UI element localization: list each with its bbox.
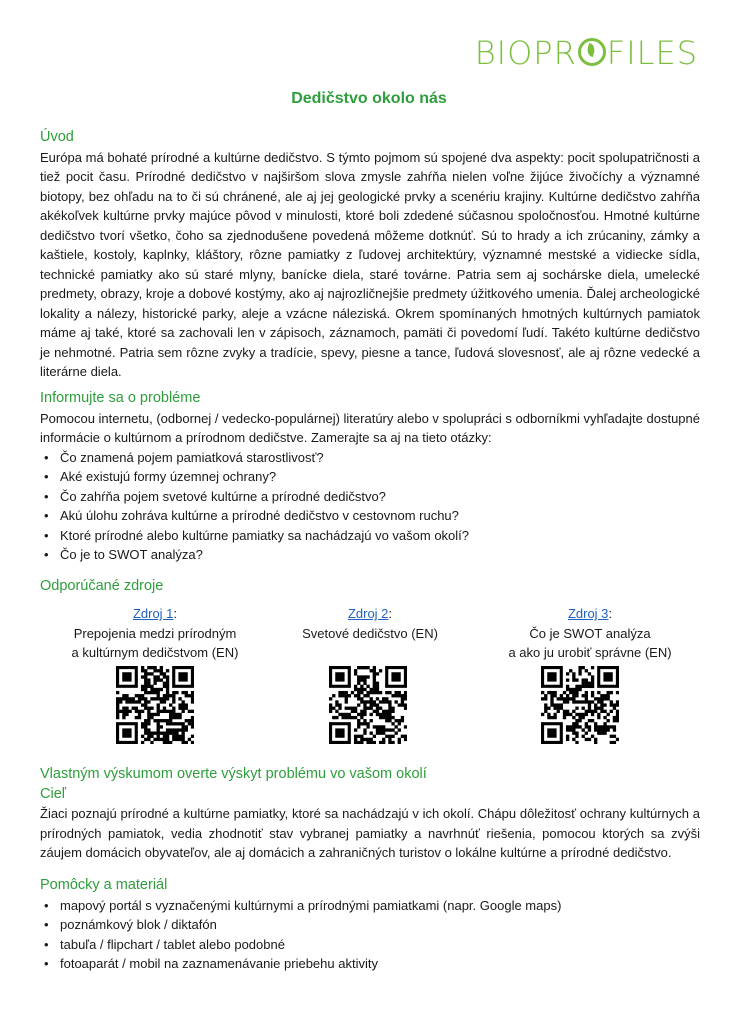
- page-title: Dedičstvo okolo nás: [291, 90, 447, 107]
- tools-list: [40, 896, 700, 974]
- colon: :: [608, 606, 613, 621]
- inform-text: Pomocou internetu, (odbornej / vedecko-populárnej) literatúry alebo v spolupráci s odborníkmi vyhľadajte dostupné informácie o kultúrnom a prírodnom dedičstve. Zamerajte sa aj na tieto otázky:: [40, 410, 700, 445]
- source-3-line2: a ako ju urobiť správne (EN): [508, 645, 672, 660]
- source-2-link[interactable]: Zdroj 2: [347, 606, 389, 621]
- tools-heading: Pomôcky a materiál: [40, 877, 168, 893]
- goal-heading: Cieľ: [40, 785, 66, 802]
- inform-questions: [40, 448, 700, 565]
- goal-text: Žiaci poznajú prírodné a kultúrne pamiatky, ktoré sa nachádzajú v ich okolí. Chápu dôležitosť ochrany kultúrnych a prírodných pamiatok, vedia zhodnotiť stav vybranej pamiatky a navrhnúť riešenia, pomocou ktorých sa zvýši záujem domácich obyvateľov, ale aj domácich a zahraničných turistov o lokálne kultúrne a prírodné dedičstvo.: [40, 806, 700, 860]
- list-item: • Čo zahŕňa pojem svetové kultúrne a prírodné dedičstvo?: [60, 487, 700, 507]
- inform-section: [40, 389, 700, 565]
- list-item: • Čo znamená pojem pamiatková starostlivosť?: [60, 448, 700, 468]
- list-item: • poznámkový blok / diktafón: [60, 915, 700, 935]
- source-1-line1: Prepojenia medzi prírodným: [73, 625, 237, 641]
- qr-code-source-2[interactable]: [329, 666, 407, 744]
- sources-heading: Odporúčané zdroje: [40, 578, 164, 594]
- logo-text-start: BIOPR: [474, 34, 577, 72]
- intro-text: Európa má bohaté prírodné a kultúrne dedičstvo. S týmto pojmom sú spojené dva aspekty: pocit spolupatričnosti a tiež pocit času. Prírodné dedičstvo v najširšom slova zmysle zahŕňa nielen voľne žijúce živočíchy a významné biotopy, bez ohľadu na to či sú chránené, ale aj jej geologické prvky a scenériu krajiny. Kultúrne dedičstvo zahŕňa akékoľvek kultúrne prvky majúce pôvod v minulosti, ktoré boli zdedené súčasnou spoločnosťou. Hmotné kultúrne dedičstvo tvorí všetko, čoho sa zjednodušene povedená môžeme dotknúť. Sú to hrady a ich zrúcaniny, zámky a kaštiele, kostoly, kaplnky, kláštory, rôzne pamiatky z ľudovej architektúry, významné mestské a vidiecke sídla, technické pamiatky ako sú staré mlyny, banícke diela, staré továrne. Patria sem aj sochárske diela, umelecké predmety, obrazy, kroje a dobové kostýmy, ako aj najrozličnejšie predmety úžitkového umenia. Ďalej archeologické lokality a nálezy, historické parky, aleje a vzácne náleziská. Okrem spomínaných hmotných kultúrnych pamiatok máme aj také, ktoré sa zachovali len v zápisoch, záznamoch, pamäti či povedomí ľudí. Takéto kultúrne dedičstvo je nehmotné. Patria sem rôzne zvyky a tradície, spevy, piesne a tance, ľudová slovesnosť, ale aj rôzne vedecké a literárne diela.: [40, 149, 700, 379]
- list-item: • Čo je to SWOT analýza?: [60, 545, 700, 565]
- source-3: [480, 604, 700, 663]
- source-1-link[interactable]: Zdroj 1: [132, 606, 174, 621]
- qr-code-source-3[interactable]: [541, 666, 619, 744]
- list-item: • tabuľa / flipchart / tablet alebo podobné: [60, 935, 700, 955]
- qr-code-source-1[interactable]: [116, 666, 194, 744]
- research-heading: Vlastným výskumom overte výskyt problému vo vašom okolí: [40, 766, 427, 782]
- colon: :: [388, 606, 393, 621]
- intro-section: [40, 128, 700, 382]
- source-2: [275, 604, 465, 643]
- bioprofiles-logo: [475, 34, 698, 72]
- source-1: [50, 604, 260, 663]
- source-3-line1: Čo je SWOT analýza: [529, 625, 651, 641]
- tools-section: [40, 876, 700, 974]
- inform-heading: Informujte sa o probléme: [40, 390, 201, 406]
- source-3-link[interactable]: Zdroj 3: [567, 606, 609, 621]
- intro-heading: Úvod: [40, 129, 74, 145]
- list-item: • Akú úlohu zohráva kultúrne a prírodné dedičstvo v cestovnom ruchu?: [60, 506, 700, 526]
- colon: :: [173, 606, 178, 621]
- list-item: • fotoaparát / mobil na zaznamenávanie priebehu aktivity: [60, 954, 700, 974]
- source-2-line1: Svetové dedičstvo (EN): [302, 625, 438, 641]
- leaf-icon: [578, 38, 606, 66]
- sources-section: [40, 577, 700, 597]
- list-item: • Ktoré prírodné alebo kultúrne pamiatky sa nachádzajú vo vašom okolí?: [60, 526, 700, 546]
- research-section: [40, 765, 700, 863]
- list-item: • Aké existujú formy územnej ochrany?: [60, 467, 700, 487]
- logo-text-end: FILES: [606, 34, 698, 72]
- list-item: • mapový portál s vyznačenými kultúrnymi a prírodnými pamiatkami (napr. Google maps): [60, 896, 700, 916]
- source-1-line2: a kultúrnym dedičstvom (EN): [71, 645, 239, 660]
